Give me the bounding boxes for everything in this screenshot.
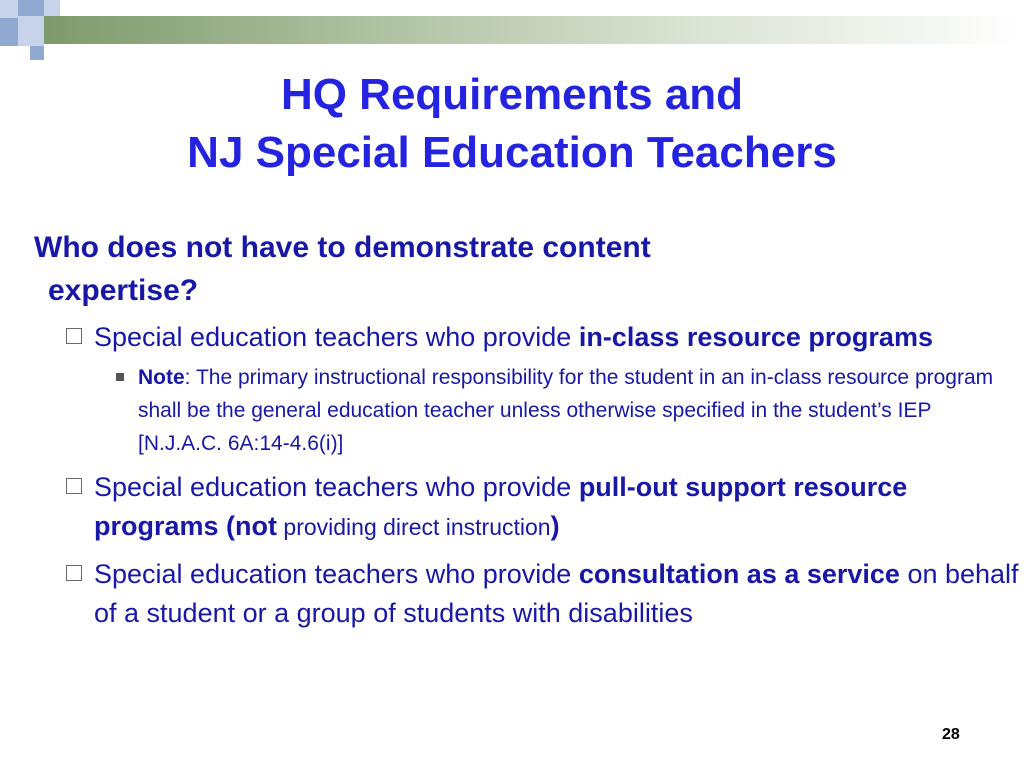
item-bold-text: in-class resource programs	[578, 322, 933, 352]
slide-title	[0, 66, 1024, 182]
item-suffix-text: on behalf of a student or a group of students with disabilities	[94, 559, 1019, 628]
header-gradient-bar	[44, 16, 1024, 44]
deco-square	[18, 0, 44, 16]
page-number: 28	[942, 726, 960, 743]
question-line-2: expertise?	[48, 274, 199, 307]
deco-square	[18, 16, 44, 46]
question-heading	[34, 226, 1019, 312]
title-line-1: HQ Requirements and	[280, 70, 744, 119]
item-text: Special education teachers who provide	[94, 322, 579, 352]
header-decoration	[0, 0, 1024, 70]
title-line-2: NJ Special Education Teachers	[187, 128, 837, 177]
note-item	[34, 361, 1019, 460]
hollow-square-bullet-icon	[66, 328, 82, 344]
hollow-square-bullet-icon	[66, 565, 82, 581]
note-label: Note	[138, 366, 185, 389]
deco-square	[44, 0, 60, 16]
list-item	[34, 318, 1019, 357]
list-item	[34, 468, 1019, 547]
square-bullet-icon	[116, 373, 124, 381]
deco-square	[0, 18, 18, 46]
hollow-square-bullet-icon	[66, 478, 82, 494]
deco-square	[0, 0, 18, 18]
item-bold-text: pull-out support resource programs (not	[94, 472, 908, 541]
item-close-paren: )	[550, 511, 560, 541]
list-item	[34, 555, 1019, 633]
item-text: Special education teachers who provide	[94, 472, 579, 502]
note-text: : The primary instructional responsibility for the student in an in-class resource program shall be the general education teacher unless otherwise specified in the student’s IEP [N.J.A.C. 6A:14-4.6(i)]	[138, 366, 994, 455]
question-line-1: Who does not have to demonstrate content	[34, 231, 651, 264]
deco-square	[30, 46, 44, 60]
item-text: Special education teachers who provide	[94, 559, 579, 589]
item-bold-text: consultation as a service	[578, 559, 900, 589]
slide-body	[34, 226, 1019, 633]
item-normal-text: providing direct instruction	[277, 514, 551, 540]
